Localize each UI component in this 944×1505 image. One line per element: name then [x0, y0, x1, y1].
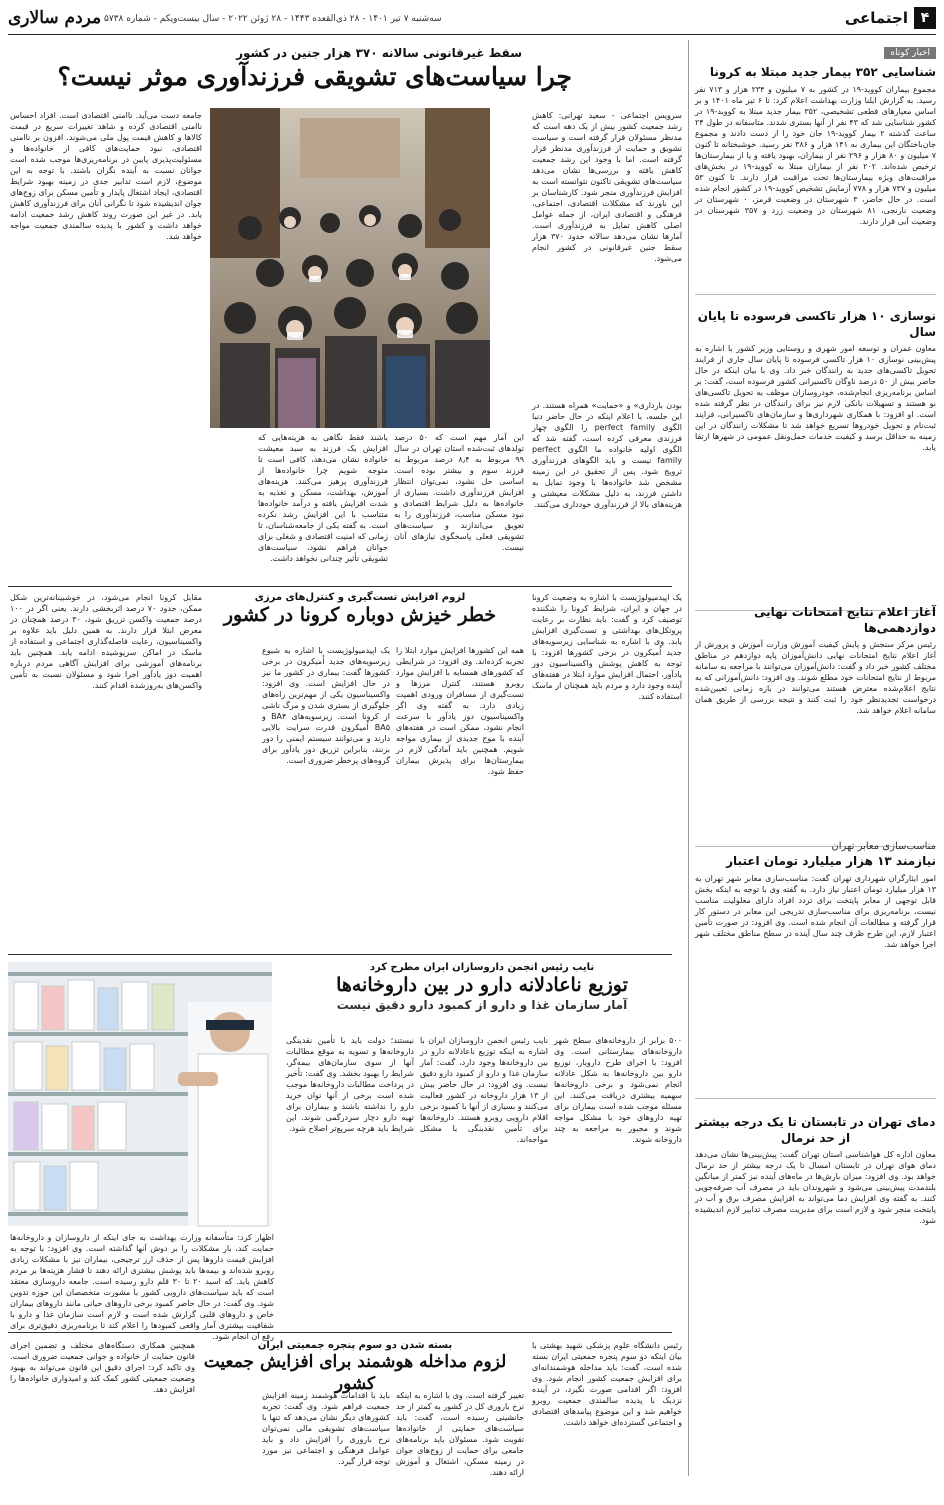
lead-col-3: این آمار مهم است که ۵۰ درصد تولدهای ثبت‌شده استان تهران در سال ۹۹ مربوط به ۸٫۴ درصد مربوط به فرزند سوم و بیشتر بوده است. اساسی حل نشود، نمی‌توان انتظار افزایش فرزندآوری داشت. بسیاری از خانواده‌ها به دلیل شرایط اقتصادی و نبود مسکن مناسب، فرزندآوری را به تعویق می‌اندازند و سیاست‌های تشویقی فعلی پاسخگوی نیازهای آنان نیست.: [394, 433, 524, 553]
pharmacy-photo-graphic: [8, 962, 272, 1226]
pharmacy-col-3: نیستند؛ دولت باید با تأمین نقدینگی داروخانه‌ها و تسویه به موقع مطالبات آنها از سوی سازمان‌های بیمه‌گر، شرایط را بهبود بخشد. وی گفت: تأخیر در پرداخت مطالبات داروخانه‌ها موجب شده است برخی از آنها توان خرید دارو را نداشته باشند و بیماران برای تهیه دارو دچار سردرگمی شوند. این شرایط باید هرچه سریع‌تر اصلاح شود.: [286, 1036, 414, 1134]
corona-col-2: همه این کشورها افزایش موارد ابتلا را تجربه کرده‌اند. وی افزود: در شرایطی که کشورهای همسایه با افزایش موارد روبرو هستند، کنترل مرزها و تست‌گیری از مسافران ورودی اهمیت زیادی دارد. به گفته وی اگر واکسیناسیون دوز یادآور با سرعت انجام نشود، ممکن است در هفته‌های آینده با موج جدیدی از بیماری مواجه شویم. همچنین باید آمادگی لازم در بیمارستان‌ها برای پذیرش بیماران حفظ شود.: [396, 646, 524, 777]
corona-col-3: یک اپیدمیولوژیست با اشاره به شیوع زیرسویه‌های جدید اُمیکرون در برخی کشورها گفت: بیماری در کشور ما نیز در حال افزایش است. وی افزود: واکسیناسیون یکی از مهم‌ترین راه‌های جلوگیری از بستری شدن و مرگ ناشی از کرونا است. زیرسویه‌های BA۴ و BA۵ اُمیکرون قدرت سرایت بالایی دارند و می‌توانند سیستم ایمنی را دور بزنند، بنابراین تزریق دوز یادآور برای گروه‌های پرخطر ضروری است.: [262, 646, 391, 766]
pharmacy-story: [282, 962, 682, 1032]
briefs-tag: اخبار کوتاه: [884, 47, 936, 59]
population-col-3: باید با اقدامات هوشمند زمینه افزایش جمعیت فراهم شود. وی گفت: تجربه کشورهای دیگر نشان می‌دهد که تنها با سیاست‌های تشویقی مالی نمی‌توان نرخ باروری را افزایش داد و باید عوامل فرهنگی و اجتماعی نیز مورد توجه قرار گیرد.: [262, 1391, 390, 1467]
corona-story: [210, 592, 510, 642]
brief-subtitle: مناسب‌سازی معابر تهران: [831, 841, 936, 852]
pharmacy-photo: [8, 962, 272, 1226]
population-col-2: تغییر گرفته است. وی با اشاره به اینکه نرخ باروری کل در کشور به کمتر از حد جانشینی رسیده است، گفت: باید سیاست‌های حمایتی از خانواده‌ها تقویت شود. مسئولان باید برنامه‌های جامعی برای حمایت از زوج‌های جوان در زمینه مسکن، اشتغال و آموزش ارائه دهند.: [396, 1391, 524, 1478]
brief-title: شناسایی ۳۵۲ بیمار جدید مبتلا به کرونا: [709, 65, 936, 79]
population-story: [200, 1340, 510, 1395]
divider-1: [8, 586, 672, 587]
pharmacy-headline: توزیع ناعادلانه دارو در بین داروخانه‌ها: [336, 974, 628, 996]
population-col-4: همچنین همکاری دستگاه‌های مختلف و تضمین اجرای قانون حمایت از خانواده و جوانی جمعیت ضروری است. وی تاکید کرد: اجرای دقیق این قانون می‌تواند به بهبود وضعیت جمعیتی کشور کمک کند و امیدواری خانواده‌ها را افزایش دهد.: [10, 1341, 195, 1395]
crowd-photo-graphic: [210, 108, 490, 428]
corona-headline: خطر خیزش دوباره کرونا در کشور: [223, 604, 497, 626]
population-kicker: بسته شدن دو سوم پنجره جمعیتی ایران: [257, 1340, 453, 1351]
masthead: [8, 6, 936, 35]
corona-col-1: یک اپیدمیولوژیست با اشاره به وضعیت کرونا در جهان و ایران، شرایط کرونا را شکننده توصیف کرد و گفت: باید نظارت بر رعایت پروتکل‌های بهداشتی و تست‌گیری افزایش یابد. وی با اشاره به شناسایی زیرسویه‌های جدید اُمیکرون در برخی کشورها افزود: با توجه به کاهش پوشش واکسیناسیون دوز یادآور، احتمال افزایش موارد ابتلا در هفته‌های آینده وجود دارد و مردم باید همچنان از ماسک استفاده کنند.: [532, 593, 682, 702]
divider-2: [8, 954, 672, 955]
lead-col-5: جامعه دست می‌آید. ناامنی اقتصادی است. افراد احساس ناامنی اقتصادی کرده و شاهد تغییرات سریع در قیمت کالاها و کاهش قیمت پول ملی می‌شوند. افزون بر ناامنی اقتصادی، نبود حمایت‌های کافی از خانواده‌ها و مسئولیت‌پذیری پایین در برنامه‌ریزی‌ها موجب شده است جوانان نسبت به آینده نگران باشند. با توجه به این موضوع، لازم است تدابیر جدی در زمینه بهبود شرایط اقتصادی، ایجاد اشتغال پایدار و تأمین مسکن برای زوج‌های جوان اندیشیده شود تا نگرانی آنان برای فرزندآوری کاهش یابد. در غیر این صورت روند کاهش رشد جمعیت ادامه خواهد داشت و کشور با پدیده سالمندی جمعیت مواجه خواهد شد.: [10, 111, 202, 242]
pharmacy-subhead: آمار سازمان غذا و دارو از کمبود دارو دقیق نیست: [336, 997, 628, 1012]
brief-weather: [695, 1115, 936, 1505]
corona-col-4: مقابل کرونا انجام می‌شود، در خوشبینانه‌ترین شکل ممکن، حدود ۷۰ درصد اثربخشی دارند. یعنی اگر در ۱۰۰ درصد جمعیت واکسن تزریق شود، ۳۰ درصد همچنان در معرض ابتلا قرار دارند. به همین دلیل باید علاوه بر واکسیناسیون، رعایت فاصله‌گذاری اجتماعی و استفاده از ماسک در اماکن سرپوشیده ادامه یابد. همچنین باید برنامه‌های آموزشی برای افزایش آگاهی مردم درباره اهمیت دوز یادآور اجرا شود و مسئولان نسبت به تأمین واکسن‌های به‌روزشده اقدام کنند.: [10, 593, 202, 691]
newspaper-brand: مردم سالاری: [8, 8, 102, 28]
section-number: ۴: [914, 7, 936, 29]
pharmacy-kicker: نایب رئیس انجمن داروسازان ایران مطرح کرد: [369, 962, 595, 973]
news-briefs-column: [688, 40, 936, 1476]
brief-title: دمای تهران در تابستان تا یک درجه بیشتر از حد نرمال: [695, 1115, 936, 1145]
crowd-photo: [210, 108, 490, 428]
lead-headline: چرا سیاست‌های تشویقی فرزندآوری موثر نیست؟: [57, 62, 572, 91]
brief-body: امور ایثارگران شهرداری تهران گفت: مناسب‌سازی معابر شهر تهران به ۱۳ هزار میلیارد تومان اعتبار نیاز دارد. به گفته وی با توجه به اینکه بخش قابل توجهی از معابر پایتخت برای تردد افراد دارای معلولیت مناسب نیست، برنامه‌ریزی برای مناسب‌سازی تدریجی این معابر در دستور کار قرار گرفته و مطالعات آن انجام شده است. وی افزود: در صورت تأمین اعتبار لازم، این طرح ظرف چند سال آینده در سطح مناطق مختلف شهر اجرا خواهد شد.: [695, 873, 936, 949]
brief-body: مجموع بیماران کووید-۱۹ در کشور به ۷ میلیون و ۲۳۴ هزار و ۷۱۳ نفر رسید. به گزارش ایلنا وزارت بهداشت اعلام کرد: تا ۶ تیر ماه ۱۴۰۱ و بر اساس معیارهای قطعی تشخیصی، ۳۵۲ بیمار جدید مبتلا به کووید-۱۹ در کشور شناسایی شد که ۴۳ نفر از آنها بستری شدند. متاسفانه در طول ۲۴ ساعت گذشته ۲ بیمار کووید-۱۹ جان خود را از دست دادند و مجموع جان‌باختگان این بیماری به ۱۴۱ هزار و ۳۸۶ نفر رسید. خوشبختانه تا کنون ۷ میلیون و ۸۰ هزار و ۲۹۶ نفر از بیماران، بهبود یافته و یا از بیمارستان‌ها ترخیص شده‌اند. ۲۰۲ نفر از بیماران مبتلا به کووید-۱۹ در بخش‌های مراقبت‌های ویژه بیمارستان‌ها تحت مراقبت قرار دارند. تا کنون ۵۳ میلیون و ۷۳۷ هزار و ۷۷۸ آزمایش تشخیص کووید-۱۹ در کشور انجام شده است. در حال حاضر، ۳ شهرستان در وضعیت قرمز، ۰ شهرستان در وضعیت نارنجی، ۸۱ شهرستان در وضعیت زرد و ۳۵۷ شهرستان در وضعیت آبی قرار دارند.: [695, 84, 937, 226]
corona-kicker: لزوم افزایش تست‌گیری و کنترل‌های مرزی: [254, 592, 466, 603]
brief-taxi: [695, 309, 936, 599]
brief-exams: [695, 605, 936, 835]
brief-body: رئیس مرکز سنجش و پایش کیفیت آموزش وزارت آموزش و پرورش از آغاز اعلام نتایج امتحانات نهایی دانش‌آموزان پایه دوازدهم در مناطق مختلف کشور خبر داد و گفت: دانش‌آموزان می‌توانند با مراجعه به سامانه مربوط از نتایج امتحانات خود مطلع شوند. وی افزود: دانش‌آموزانی که به نتایج اعلام‌شده معترض هستند می‌توانند در بازه زمانی تعیین‌شده درخواست تجدیدنظر خود را ثبت کنند و نتیجه بررسی از طریق همان سامانه اعلام خواهد شد.: [695, 640, 936, 716]
population-col-1: رئیس دانشگاه علوم پزشکی شهید بهشتی با بیان اینکه دو سوم پنجره جمعیتی ایران بسته شده است، گفت: باید مداخله هوشمندانه‌ای برای افزایش جمعیت کشور انجام شود. وی افزود: اگر اقدامی صورت نگیرد، در آینده نزدیک با پدیده سالمندی جمعیت روبرو خواهیم شد و این موضوع پیامدهای اقتصادی و اجتماعی گسترده‌ای خواهد داشت.: [532, 1341, 682, 1428]
population-headline: لزوم مداخله هوشمند برای افزایش جمعیت کشور: [203, 1352, 507, 1395]
lead-col-1: سرویس اجتماعی - سعید تهرانی: کاهش رشد جمعیت کشور بیش از یک دهه است که مدنظر مسئولان قرار گرفته است و سیاست تشویق و حمایت از فرزندآوری مدنظر قرار گرفته است. اما با وجود این رشد جمعیت کاهش یافته و بررسی‌ها نشان می‌دهد سیاست‌های تشویقی تاکنون نتوانسته است به افزایش فرزندآوری منجر شود. کارشناسان بر این باورند که مشکلات اقتصادی، اجتماعی، فرهنگی و اقتصادی ایران، از جمله عوامل اصلی کاهش تمایل به فرزندآوری است. آمارها نشان می‌دهد سالانه حدود ۳۷۰ هزار سقط جنین غیرقانونی در کشور انجام می‌شود.: [532, 111, 683, 264]
brief-title: نیازمند ۱۳ هزار میلیارد تومان اعتبار: [726, 854, 936, 868]
pharmacy-col-2: نایب رئیس انجمن داروسازان ایران با اشاره به اینکه توزیع ناعادلانه دارو در بین داروخانه‌ها وجود دارد، گفت: آمار سازمان غذا و دارو از کمبود دارو دقیق نیست. وی افزود: در حال حاضر بیش از ۱۳ هزار داروخانه در کشور فعالیت می‌کنند و بسیاری از آنها با کمبود برخی اقلام دارویی روبرو هستند. داروخانه‌ها برای تأمین نقدینگی با مشکل مواجه‌اند.: [420, 1036, 548, 1145]
brief-corona: [695, 65, 936, 303]
divider-3: [8, 1332, 672, 1333]
lead-col-2: بودن بارداری» و «حمایت» همراه هستند. در این جلسه، با اعلام اینکه در حال حاضر دنیا الگوی perfect family را الگوی چهار فرزندی معرفی کرده است، گفته شد که الگوی اولیه خانواده ما الگوی perfect family نیست و باید الگوهای فرزندآوری ترویج شود. پس از تحقیق در این زمینه مشخص شد خانواده‌ها با وجود تمایل به داشتن فرزند، به دلیل مشکلات معیشتی و هزینه‌های بالا از فرزندآوری خودداری می‌کنند.: [532, 401, 682, 510]
lead-col-4: باشند فقط نگاهی به هزینه‌هایی که افزایش یک فرزند به سبد معیشت خانواده نشان می‌دهد، کافی است تا متوجه شویم چرا خانواده‌ها از فرزندآوری پرهیز می‌کنند. هزینه‌های آموزش، بهداشت، مسکن و تغذیه به شدت افزایش یافته و درآمد خانواده‌ها متناسب با این افزایش رشد نکرده است. به گفته یکی از جامعه‌شناسان، تا زمانی که امنیت اقتصادی و شغلی برای جوانان فراهم نشود، سیاست‌های تشویقی تأثیر چندانی نخواهد داشت.: [258, 433, 388, 564]
pharmacy-col-5: اظهار کرد: متأسفانه وزارت بهداشت به جای اینکه از داروسازان و داروخانه‌ها حمایت کند، بار مشکلات را بر دوش آنها گذاشته است. وی افزود: با توجه به افزایش قیمت داروها پس از حذف ارز ترجیحی، بیماران نیز با مشکلات زیادی روبرو شده‌اند و بیمه‌ها باید پوشش بیشتری ارائه دهند تا فشار هزینه‌ها بر مردم کاهش یابد. که اسید ۲۰ تا ۳۰ قلم دارو رسیده است. جامعه داروسازی معتقد است که باید سیاست‌های دارویی کشور با مشورت متخصصان این حوزه تدوین شود. وی گفت: در حال حاضر کمبود برخی داروهای حیاتی مانند داروهای بیماران خاص و داروهای قلبی گزارش شده است و لازم است سازمان غذا و دارو با شفافیت بیشتری آمار واقعی کمبودها را اعلام کند تا برنامه‌ریزی دقیق‌تری برای رفع آن انجام شود.: [10, 1233, 275, 1342]
section-name: اجتماعی: [844, 9, 908, 27]
issue-info: سه‌شنبه ۷ تیر ۱۴۰۱ - ۲۸ ذی‌القعده ۱۴۴۳ - ۲۸ ژوئن ۲۰۲۲ - سال بیست‌ویکم - شماره ۵۷۳۸: [104, 14, 442, 24]
brief-body: معاون عمران و توسعه امور شهری و روستایی وزیر کشور با اشاره به پیش‌بینی نوسازی ۱۰ هزار تاکسی فرسوده تا پایان سال جاری از فرایند تحویل تاکسی‌های جدید به رانندگان خبر داد. وی با بیان اینکه در حال حاضر بیش از ۵۰ درصد ناوگان تاکسیرانی کشور فرسوده است، گفت: بر اساس برنامه‌ریزی انجام‌شده، خودروسازان موظف به تحویل تاکسی‌های نو هستند و تسهیلات بانکی لازم نیز برای رانندگان در نظر گرفته شده است. او افزود: با همکاری شهرداری‌ها و سازمان‌های تاکسیرانی، فرایند ثبت‌نام و تحویل خودروها تسریع خواهد شد تا مشکلات رانندگان در این زمینه به حداقل برسد و کیفیت خدمات حمل‌ونقل عمومی در شهرها ارتقا یابد.: [695, 344, 936, 453]
brief-title: آغاز اعلام نتایج امتحانات نهایی دوازدهمی‌ها: [754, 605, 936, 635]
brief-body: معاون اداره کل هواشناسی استان تهران گفت: پیش‌بینی‌ها نشان می‌دهد دمای هوای تهران در تابستان امسال تا یک درجه بیشتر از حد نرمال خواهد بود. وی افزود: میزان بارش‌ها در ماه‌های آینده نیز کمتر از میانگین بلندمدت پیش‌بینی می‌شود و شهروندان باید در مصرف آب صرفه‌جویی کنند. به گفته وی افزایش دما می‌تواند به افزایش مصرف برق و آب در پایتخت منجر شود و لازم است برای مدیریت مصرف تدابیر لازم اندیشیده شود.: [695, 1150, 936, 1226]
brief-streets: [695, 841, 936, 1109]
lead-kicker: سقط غیرقانونی سالانه ۳۷۰ هزار جنین در کشور: [236, 46, 522, 60]
brief-title: نوسازی ۱۰ هزار تاکسی فرسوده تا پایان سال: [697, 309, 936, 339]
pharmacy-col-1: ۵۰۰ برابر از داروخانه‌های سطح شهر داروخانه‌های بیمارستانی است. وی افزود: با اجرای طرح دارویار، توزیع دارو بین داروخانه‌ها به شکل عادلانه انجام نمی‌شود و برخی داروخانه‌ها سهمیه بیشتری دریافت می‌کنند. این مسئله موجب شده است بیماران برای تهیه داروهای خود با مشکل مواجه شوند و مجبور به مراجعه به چند داروخانه شوند.: [554, 1036, 682, 1145]
